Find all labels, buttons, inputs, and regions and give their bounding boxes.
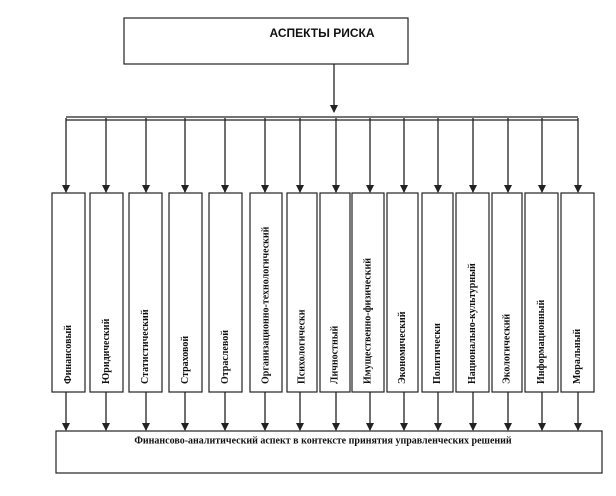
aspects-group [52, 118, 594, 430]
aspect-label-6: Организационно-технологический [260, 226, 272, 384]
aspect-label-8: Личностный [329, 325, 341, 384]
aspect-label-14: Информационный [535, 299, 547, 384]
aspect-label-5: Отраслевой [219, 330, 231, 384]
aspect-label-13: Экологический [501, 313, 513, 384]
aspect-label-1: Финансовый [62, 324, 74, 384]
aspect-label-7: Психологически [296, 309, 308, 384]
aspect-label-15: Моральный [571, 328, 583, 384]
aspect-label-9: Имущественно-физический [362, 257, 374, 384]
aspect-label-3: Статистический [139, 309, 151, 384]
aspect-label-4: Страховой [179, 335, 191, 384]
aspect-label-10: Экономический [396, 311, 408, 384]
aspect-label-12: Национально-культурный [466, 263, 478, 384]
aspect-label-2: Юридический [100, 318, 112, 384]
title-box [124, 18, 408, 64]
title-label: АСПЕКТЫ РИСКА [269, 26, 375, 41]
aspect-label-11: Политически [431, 323, 443, 384]
bottom-label: Финансово-аналитический аспект в контексте принятия управленческих решений [134, 435, 512, 447]
